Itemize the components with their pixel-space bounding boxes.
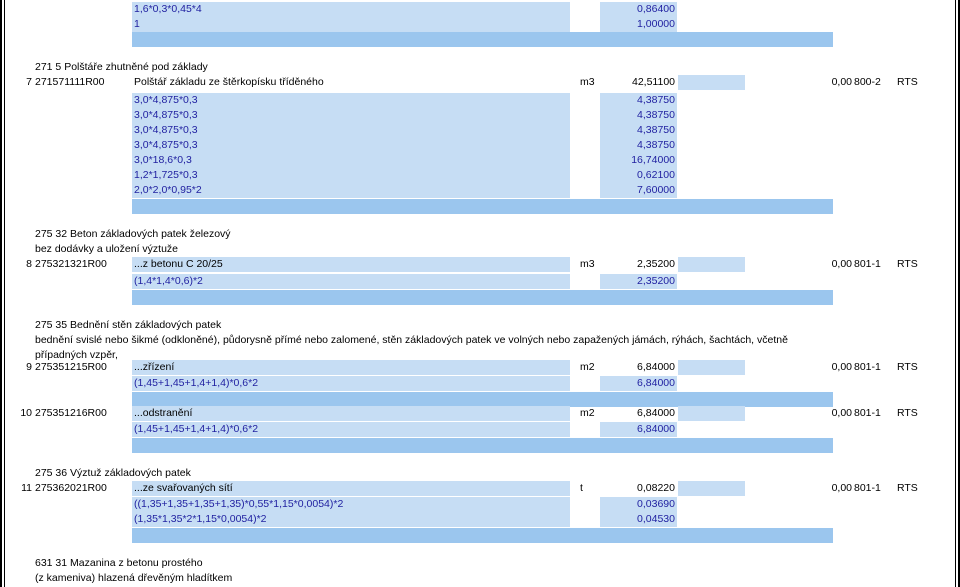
measure-line (0, 274, 960, 289)
group-header: 271 5 Polštáře zhutněné pod základy (35, 61, 208, 73)
group-subheader: bednění svislé nebo šikmé (odkloněné), půdorysně přímé nebo zalomené, stěn základových patek ve volných nebo zapažených jámách, rýhách, šachtách, včetně případných vzpěr, (35, 334, 788, 361)
group-header: 631 31 Mazanina z betonu prostého (35, 557, 203, 569)
item-total: 0,00 (831, 361, 852, 373)
item-total: 0,00 (831, 76, 852, 88)
measure-qty: 1,00000 (637, 18, 675, 30)
measure-formula: 1 (134, 18, 140, 30)
group-header: 275 35 Bednění stěn základových patek (35, 319, 222, 331)
item-price-source: RTS (897, 361, 918, 373)
item-unit: m3 (580, 258, 595, 270)
item-code: 275351215R00 (35, 361, 107, 373)
measure-line (0, 183, 960, 198)
item-unit: t (580, 482, 583, 494)
measure-qty: 0,62100 (637, 169, 675, 181)
item-separator (132, 32, 833, 47)
measure-line (0, 497, 960, 512)
item-row[interactable] (0, 360, 960, 375)
item-code: 275362021R00 (35, 482, 107, 494)
measure-formula: 3,0*4,875*0,3 (134, 94, 198, 106)
item-number: 7 (26, 76, 32, 88)
item-description: ...z betonu C 20/25 (134, 258, 223, 270)
measure-formula: 1,6*0,3*0,45*4 (134, 3, 202, 15)
item-quantity: 2,35200 (637, 258, 675, 270)
measure-line (0, 123, 960, 138)
item-number: 10 (20, 407, 32, 419)
item-catalog: 801-1 (854, 407, 881, 419)
item-price-source: RTS (897, 76, 918, 88)
item-number: 11 (21, 482, 32, 494)
item-row[interactable] (0, 406, 960, 421)
item-row[interactable] (0, 75, 960, 90)
item-code: 275351216R00 (35, 407, 107, 419)
item-price-source: RTS (897, 407, 918, 419)
item-number: 9 (26, 361, 32, 373)
measure-line (0, 2, 960, 17)
item-quantity: 0,08220 (637, 482, 675, 494)
measure-formula: ((1,35+1,35+1,35+1,35)*0,55*1,15*0,0054)*2 (134, 498, 344, 510)
item-row[interactable] (0, 481, 960, 496)
group-subheader: bez dodávky a uložení výztuže (35, 243, 179, 255)
measure-line (0, 422, 960, 437)
item-unit: m3 (580, 76, 595, 88)
measure-formula: 3,0*4,875*0,3 (134, 139, 198, 151)
item-unit: m2 (580, 361, 595, 373)
item-row[interactable] (0, 257, 960, 272)
measure-line (0, 512, 960, 527)
item-separator (132, 392, 833, 407)
measure-line (0, 376, 960, 391)
measure-line (0, 138, 960, 153)
measure-line (0, 17, 960, 32)
item-quantity: 6,84000 (637, 361, 675, 373)
measure-formula: 2,0*2,0*0,95*2 (134, 184, 202, 196)
measure-qty: 4,38750 (637, 94, 675, 106)
item-separator (132, 528, 833, 543)
measure-formula: (1,45+1,45+1,4+1,4)*0,6*2 (134, 423, 259, 435)
item-total: 0,00 (831, 407, 852, 419)
measure-qty: 0,03690 (637, 498, 675, 510)
item-description: Polštář základu ze štěrkopísku tříděného (134, 76, 324, 88)
item-total: 0,00 (831, 482, 852, 494)
measure-line (0, 108, 960, 123)
item-code: 275321321R00 (35, 258, 107, 270)
measure-qty: 0,04530 (637, 513, 675, 525)
item-price-source: RTS (897, 482, 918, 494)
measure-qty: 16,74000 (631, 154, 675, 166)
item-catalog: 801-1 (854, 361, 881, 373)
measure-qty: 6,84000 (637, 423, 675, 435)
group-header: 275 32 Beton základových patek železový (35, 228, 231, 240)
item-code: 271571111R00 (35, 76, 105, 88)
measure-formula: 3,0*4,875*0,3 (134, 124, 198, 136)
measure-qty: 4,38750 (637, 109, 675, 121)
measure-formula: 3,0*18,6*0,3 (134, 154, 192, 166)
group-subheader: (z kameniva) hlazená dřevěným hladítkem (35, 572, 233, 584)
measure-qty: 2,35200 (637, 275, 675, 287)
item-catalog: 801-1 (854, 482, 881, 494)
item-total: 0,00 (831, 258, 852, 270)
measure-qty: 0,86400 (637, 3, 675, 15)
item-unit: m2 (580, 407, 595, 419)
item-catalog: 801-1 (854, 258, 881, 270)
item-price-source: RTS (897, 258, 918, 270)
item-quantity: 6,84000 (637, 407, 675, 419)
item-separator (132, 290, 833, 305)
item-description: ...odstranění (134, 407, 193, 419)
measure-line (0, 168, 960, 183)
item-number: 8 (26, 258, 32, 270)
group-header: 275 36 Výztuž základových patek (35, 467, 191, 479)
measure-qty: 4,38750 (637, 139, 675, 151)
measure-qty: 6,84000 (637, 377, 675, 389)
item-catalog: 800-2 (854, 76, 881, 88)
measure-formula: (1,35*1,35*2*1,15*0,0054)*2 (134, 513, 267, 525)
measure-formula: (1,45+1,45+1,4+1,4)*0,6*2 (134, 377, 259, 389)
measure-formula: (1,4*1,4*0,6)*2 (134, 275, 203, 287)
measure-formula: 3,0*4,875*0,3 (134, 109, 198, 121)
item-description: ...zřízení (134, 361, 175, 373)
item-quantity: 42,51100 (631, 76, 675, 88)
measure-qty: 4,38750 (637, 124, 675, 136)
item-separator (132, 438, 833, 453)
item-separator (132, 199, 833, 214)
item-description: ...ze svařovaných sítí (134, 482, 233, 494)
measure-formula: 1,2*1,725*0,3 (134, 169, 198, 181)
measure-line (0, 153, 960, 168)
measure-qty: 7,60000 (637, 184, 675, 196)
measure-line (0, 93, 960, 108)
